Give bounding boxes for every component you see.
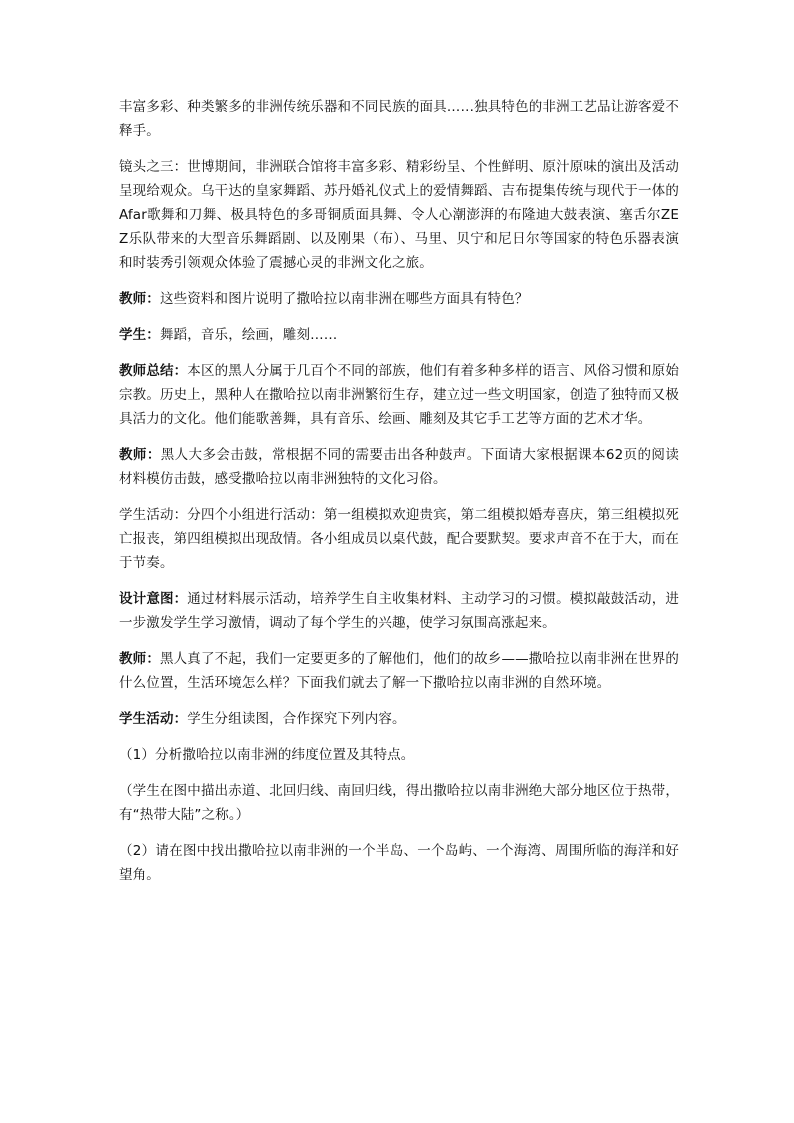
paragraph-label: 教师： (119, 447, 161, 463)
paragraph-text: 黑人真了不起，我们一定要更多的了解他们，他们的故乡——撒哈拉以南非洲在世界的什么位置，生活环境怎么样？下面我们就去了解一下撒哈拉以南非洲的自然环境。 (119, 651, 680, 691)
paragraph-1 (119, 95, 679, 143)
paragraph-9 (119, 647, 679, 695)
paragraph-2 (119, 155, 679, 275)
paragraph-text: 镜头之三：世博期间，非洲联合馆将丰富多彩、精彩纷呈、个性鲜明、原汁原味的演出及活动呈现给观众。乌干达的皇家舞蹈、苏丹婚礼仪式上的爱情舞蹈、吉布提集传统与现代于一体的Afar歌舞和刀舞、极具特色的多哥铜质面具舞、令人心潮澎湃的布隆迪大鼓表演、塞舌尔ZEZ乐队带来的大型音乐舞蹈剧、以及刚果（布）、马里、贝宁和尼日尔等国家的特色乐器表演和时装秀引领观众体验了震撼心灵的非洲文化之旅。 (119, 159, 679, 271)
paragraph-11 (119, 743, 679, 767)
paragraph-10 (119, 707, 679, 731)
paragraph-label: 教师： (119, 291, 160, 307)
paragraph-text: （1）分析撒哈拉以南非洲的纬度位置及其特点。 (119, 747, 415, 763)
paragraph-12 (119, 779, 679, 827)
paragraph-13 (119, 839, 679, 887)
paragraph-text: 黑人大多会击鼓，常根据不同的需要击出各种鼓声。下面请大家根据课本62页的阅读材料模仿击鼓，感受撒哈拉以南非洲独特的文化习俗。 (119, 447, 679, 487)
paragraph-text: 这些资料和图片说明了撒哈拉以南非洲在哪些方面具有特色？ (159, 291, 529, 307)
paragraph-5 (119, 359, 679, 431)
document-body (119, 95, 679, 899)
paragraph-text: 学生分组读图，合作探究下列内容。 (187, 711, 406, 727)
paragraph-label: 教师： (119, 651, 160, 667)
paragraph-4 (119, 323, 679, 347)
paragraph-label: 教师总结： (119, 363, 188, 379)
paragraph-3 (119, 287, 679, 311)
paragraph-text: 通过材料展示活动，培养学生自主收集材料、主动学习的习惯。模拟敲鼓活动，进一步激发学生学习激情，调动了每个学生的兴趣，使学习氛围高涨起来。 (119, 591, 679, 631)
paragraph-label: 设计意图： (119, 591, 188, 607)
paragraph-text: （学生在图中描出赤道、北回归线、南回归线，得出撒哈拉以南非洲绝大部分地区位于热带，有“热带大陆”之称。） (119, 783, 679, 823)
paragraph-label: 学生活动： (119, 711, 188, 727)
paragraph-text: 丰富多彩、种类繁多的非洲传统乐器和不同民族的面具……独具特色的非洲工艺品让游客爱不释手。 (119, 99, 679, 139)
paragraph-text: 本区的黑人分属于几百个不同的部族，他们有着多种多样的语言、风俗习惯和原始宗教。历史上，黑种人在撒哈拉以南非洲繁衍生存，建立过一些文明国家，创造了独特而又极具活力的文化。他们能歌善舞，具有音乐、绘画、雕刻及其它手工艺等方面的艺术才华。 (119, 363, 679, 427)
paragraph-7 (119, 503, 679, 575)
paragraph-text: 学生活动：分四个小组进行活动：第一组模拟欢迎贵宾，第二组模拟婚寿喜庆，第三组模拟死亡报丧，第四组模拟出现敌情。各小组成员以桌代鼓，配合要默契。要求声音不在于大，而在于节奏。 (119, 507, 679, 571)
paragraph-6 (119, 443, 679, 491)
paragraph-text: 舞蹈，音乐，绘画，雕刻…… (159, 327, 338, 343)
paragraph-8 (119, 587, 679, 635)
paragraph-label: 学生： (119, 327, 160, 343)
paragraph-text: （2）请在图中找出撒哈拉以南非洲的一个半岛、一个岛屿、一个海湾、周围所临的海洋和好望角。 (119, 843, 679, 883)
